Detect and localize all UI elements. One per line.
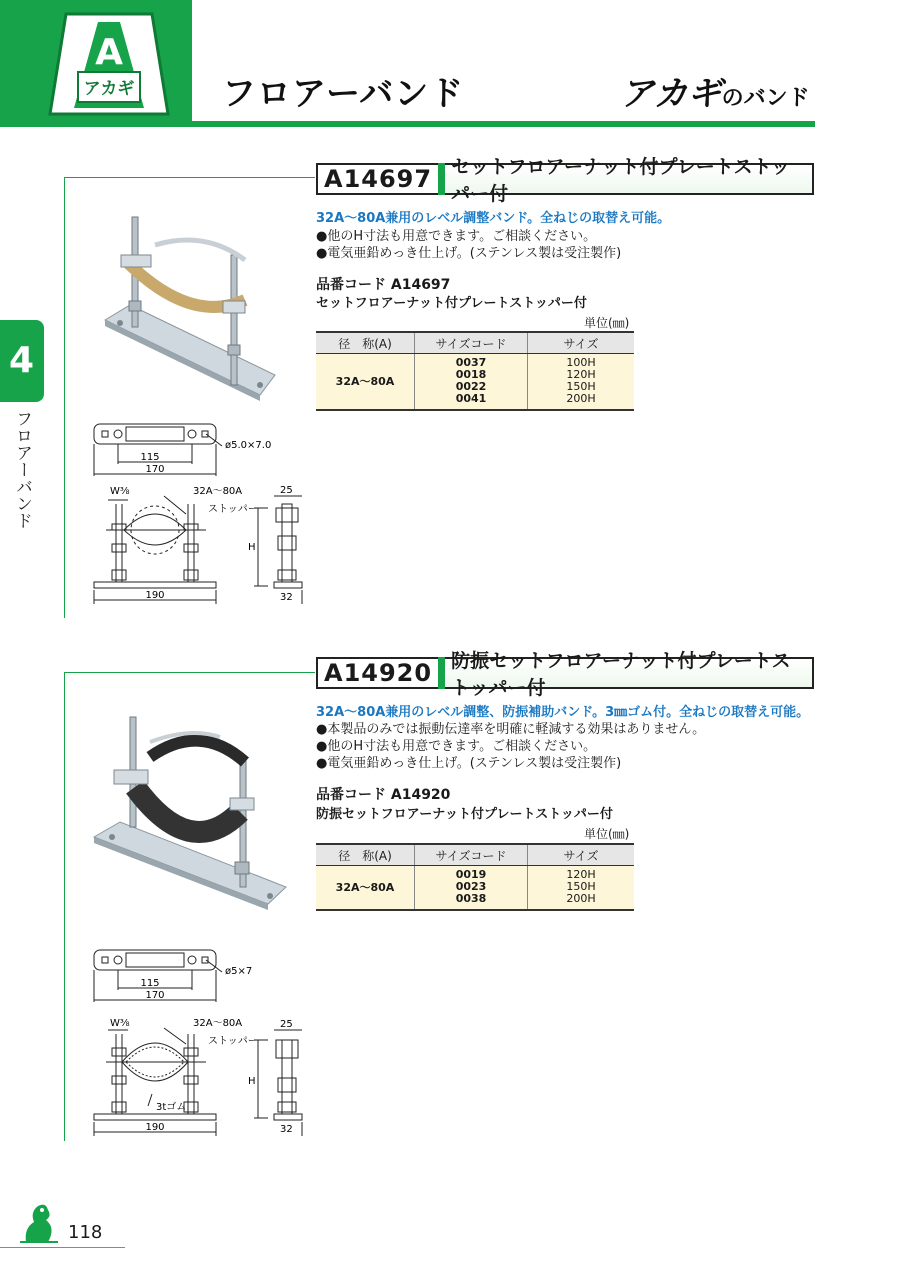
dim-32: 32	[280, 1124, 293, 1135]
size-value: 120H	[566, 868, 596, 882]
dim-170: 170	[145, 464, 165, 475]
unit-label: 単位(㎜)	[584, 316, 630, 330]
product-title: 防振セットフロアーナット付プレートストッパー付	[445, 657, 814, 689]
dim-range: 32A～80A	[193, 1018, 243, 1029]
code-divider	[438, 657, 445, 689]
product-code-label: 品番コード A14920	[316, 787, 451, 803]
logo-text: アカギ	[83, 79, 135, 99]
spec-table	[316, 331, 634, 411]
dim-115: 115	[140, 452, 160, 463]
dim-stopper: ストッパー	[208, 504, 258, 515]
product-photo-2	[90, 712, 290, 912]
size-value: 200H	[566, 392, 596, 406]
col-header: サイズ	[528, 844, 635, 866]
dim-w: W⅜	[110, 486, 130, 497]
dim-rubber: 3tゴム	[156, 1102, 187, 1113]
product-header-2	[316, 650, 814, 699]
col-header: サイズコード	[415, 844, 528, 866]
size-value: 100H	[566, 356, 596, 370]
lead-text: 32A～80A兼用のレベル調整、防振補助バンド。3㎜ゴム付。全ねじの取替え可能。	[316, 705, 810, 720]
size-code: 0037	[455, 356, 487, 370]
dimension-drawing-1	[88, 418, 318, 610]
size-value: 150H	[566, 380, 596, 394]
page-title: フロアーバンド	[222, 74, 465, 114]
col-header: 径 称(A)	[316, 844, 415, 866]
chapter-label: フロアーバンド	[12, 410, 32, 529]
chapter-number: 4	[9, 340, 35, 381]
size-code: 0041	[455, 392, 487, 406]
header-rule	[0, 121, 815, 127]
dim-stopper: ストッパー	[208, 1036, 258, 1047]
size-value: 200H	[566, 892, 596, 906]
bullet-item: ●他のH寸法も用意できます。ご相談ください。	[316, 229, 597, 244]
product-header-1	[316, 156, 814, 205]
dim-115: 115	[140, 978, 160, 989]
page-number: 118	[68, 1222, 103, 1243]
spec-table	[316, 843, 634, 911]
product-title: セットフロアーナット付プレートストッパー付	[445, 163, 814, 195]
code-divider	[438, 163, 445, 195]
bullet-item: ●電気亜鉛めっき仕上げ。(ステンレス製は受注製作)	[316, 246, 622, 261]
size-value: 120H	[566, 368, 596, 382]
cell-sizes	[528, 354, 635, 410]
dim-190: 190	[145, 590, 165, 601]
product-code: A14920	[316, 657, 438, 689]
product-code-name: 防振セットフロアーナット付プレートストッパー付	[316, 807, 613, 822]
dim-range: 32A～80A	[193, 486, 243, 497]
col-header: 径 称(A)	[316, 332, 415, 354]
product-code-name: セットフロアーナット付プレートストッパー付	[316, 296, 587, 311]
bullet-item: ●他のH寸法も用意できます。ご相談ください。	[316, 739, 597, 754]
cell-codes	[415, 354, 528, 410]
cell-codes	[415, 866, 528, 910]
dim-25: 25	[280, 1019, 293, 1030]
col-header: サイズコード	[415, 332, 528, 354]
cell-category: 32A～80A	[316, 866, 415, 910]
dim-170: 170	[145, 990, 165, 1001]
dimension-drawing-2	[88, 944, 318, 1144]
dim-32: 32	[280, 592, 293, 603]
size-value: 150H	[566, 880, 596, 894]
logo-letter: A	[95, 32, 123, 73]
dim-h: H	[248, 1076, 256, 1087]
dim-w: W⅜	[110, 1018, 130, 1029]
size-code: 0022	[455, 380, 487, 394]
size-code: 0023	[455, 880, 487, 894]
lead-text: 32A～80A兼用のレベル調整バンド。全ねじの取替え可能。	[316, 211, 671, 226]
bullet-item: ●電気亜鉛めっき仕上げ。(ステンレス製は受注製作)	[316, 756, 622, 771]
size-code: 0038	[455, 892, 487, 906]
product-code: A14697	[316, 163, 438, 195]
brand-name: アカギ	[620, 74, 722, 114]
dim-25: 25	[280, 485, 293, 496]
unit-label: 単位(㎜)	[584, 827, 630, 841]
footer-rule	[0, 1247, 125, 1248]
cell-sizes	[528, 866, 635, 910]
cell-category: 32A～80A	[316, 354, 415, 410]
mascot-icon	[18, 1198, 64, 1246]
dim-h: H	[248, 542, 256, 553]
col-header: サイズ	[528, 332, 635, 354]
bullet-item: ●本製品のみでは振動伝達率を明確に軽減する効果はありません。	[316, 722, 706, 737]
dim-hole: ø5×7	[225, 966, 253, 977]
size-code: 0019	[455, 868, 487, 882]
dim-hole: ø5.0×7.0	[225, 440, 272, 451]
product-code-label: 品番コード A14697	[316, 277, 451, 293]
size-code: 0018	[455, 368, 487, 382]
product-photo-1	[95, 205, 285, 405]
brand-tagline	[620, 66, 810, 115]
dim-190: 190	[145, 1122, 165, 1133]
akagi-logo	[48, 10, 170, 118]
brand-suffix: のバンド	[721, 86, 810, 111]
